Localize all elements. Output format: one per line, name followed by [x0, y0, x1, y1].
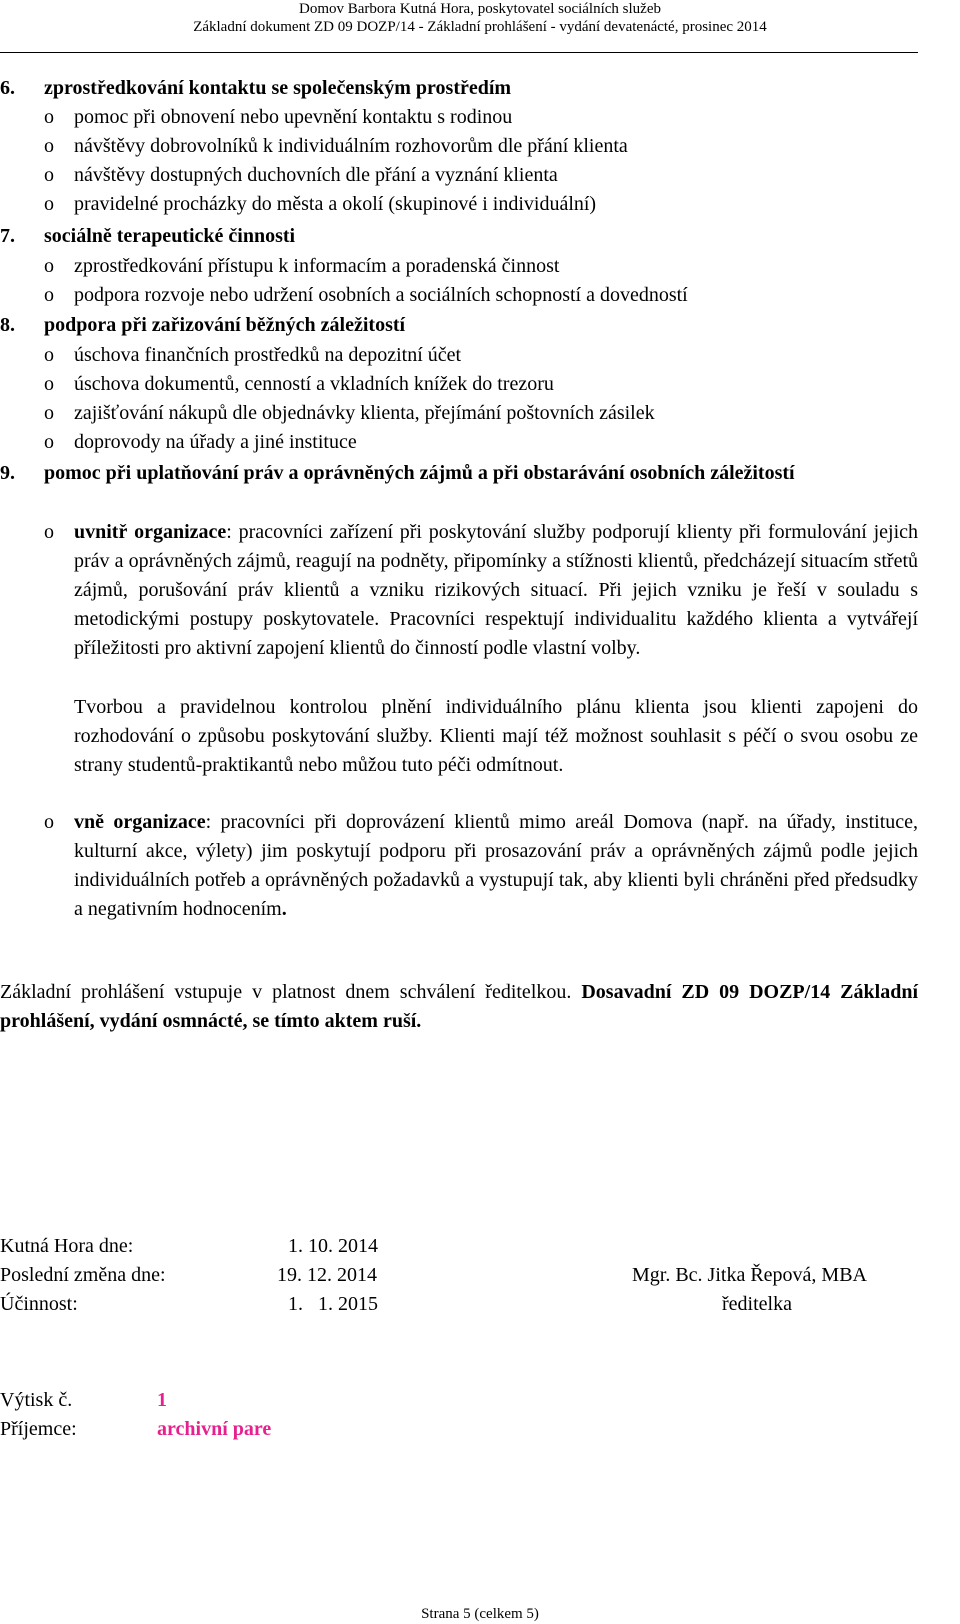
date-value: 1. 10. 2014: [288, 1235, 378, 1257]
date-label: Účinnost:: [0, 1293, 78, 1315]
list-item: o zajišťování nákupů dle objednávky klienta, přejímání poštovních zásilek: [44, 402, 655, 424]
list-item: o pomoc při obnovení nebo upevnění kontaktu s rodinou: [44, 106, 513, 128]
date-label: Kutná Hora dne:: [0, 1235, 134, 1257]
bullet-marker: o: [44, 811, 54, 833]
list-item: o doprovody na úřady a jiné instituce: [44, 431, 357, 453]
section-6-heading: 6. zprostředkování kontaktu se společenským prostředím: [0, 77, 512, 99]
section-7-heading: 7. sociálně terapeutické činnosti: [0, 225, 296, 247]
date-value: 19. 12. 2014: [277, 1264, 377, 1286]
list-item: o návštěvy dobrovolníků k individuálním rozhovorům dle přání klienta: [44, 135, 628, 157]
list-item: o podpora rozvoje nebo udržení osobních a sociálních schopností a dovedností: [44, 284, 688, 306]
recipient-value: archivní pare: [157, 1418, 272, 1440]
page-number: Strana 5 (celkem 5): [421, 1606, 539, 1622]
list-item: o úschova dokumentů, cenností a vkladních knížek do trezoru: [44, 373, 554, 395]
list-item: o zprostředkování přístupu k informacím a poradenská činnost: [44, 255, 560, 277]
header-organization: Domov Barbora Kutná Hora, poskytovatel sociálních služeb: [299, 1, 661, 17]
recipient-label: Příjemce:: [0, 1418, 77, 1440]
header-rule: [0, 52, 918, 53]
signatory-role: ředitelka: [722, 1293, 792, 1315]
copy-number: 1: [157, 1389, 167, 1411]
copy-label: Výtisk č.: [0, 1389, 73, 1411]
list-item: o úschova finančních prostředků na depozitní účet: [44, 344, 462, 366]
header-document-title: Základní dokument ZD 09 DOZP/14 - Základní prohlášení - vydání devatenácté, prosinec 2014: [193, 19, 767, 35]
signatory-name: Mgr. Bc. Jitka Řepová, MBA: [632, 1264, 867, 1286]
closing-statement: Základní prohlášení vstupuje v platnost dnem schválení ředitelkou. Dosavadní ZD 09 DOZP/14 Základní prohlášení, vydání osmnácté, se tímto aktem ruší.: [0, 981, 919, 1032]
bullet-marker: o: [44, 521, 54, 543]
inside-organization-paragraph: uvnitř organizace: pracovníci zařízení při poskytování služby podporují klienty při formulování jejich práv a oprávněných zájmů, reagují na podněty, připomínky a stížnosti klientů, předcházejí situacím střetů zájmů, porušování práv klientů a vzniku rizikových situací. Při jejich vzniku je řeší v souladu s metodickými postupy poskytovatele. Pracovníci respektují individualitu každého klienta a vytvářejí příležitosti pro aktivní zapojení klientů do činností podle vlastní volby.: [74, 521, 919, 659]
section-8-heading: 8. podpora při zařizování běžných záležitostí: [0, 314, 406, 336]
outside-organization-paragraph: vně organizace: pracovníci při doprovázení klientů mimo areál Domova (např. na úřady, instituce, kulturní akce, výlety) jim poskytují podporu při prosazování práv a oprávněných zájmů podle jejich individuálních potřeb a oprávněných požadavků a vystupují tak, aby klienti byli chráněni před předsudky a negativním hodnocením.: [74, 811, 919, 920]
list-item: o pravidelné procházky do města a okolí (skupinové i individuální): [44, 193, 597, 215]
inside-organization-paragraph-2: Tvorbou a pravidelnou kontrolou plnění individuálního plánu klienta jsou klienti zapojeni do rozhodování o způsobu poskytování služby. Klienti mají též možnost souhlasit s péčí o svou osobu ze strany studentů-praktikantů nebo můžou tuto péči odmítnout.: [74, 696, 918, 776]
section-9-heading: 9. pomoc při uplatňování práv a oprávněných zájmů a při obstarávání osobních záležitostí: [0, 462, 795, 484]
list-item: o návštěvy dostupných duchovních dle přání a vyznání klienta: [44, 164, 558, 186]
date-label: Poslední změna dne:: [0, 1264, 166, 1286]
date-value: 1. 1. 2015: [288, 1293, 378, 1315]
